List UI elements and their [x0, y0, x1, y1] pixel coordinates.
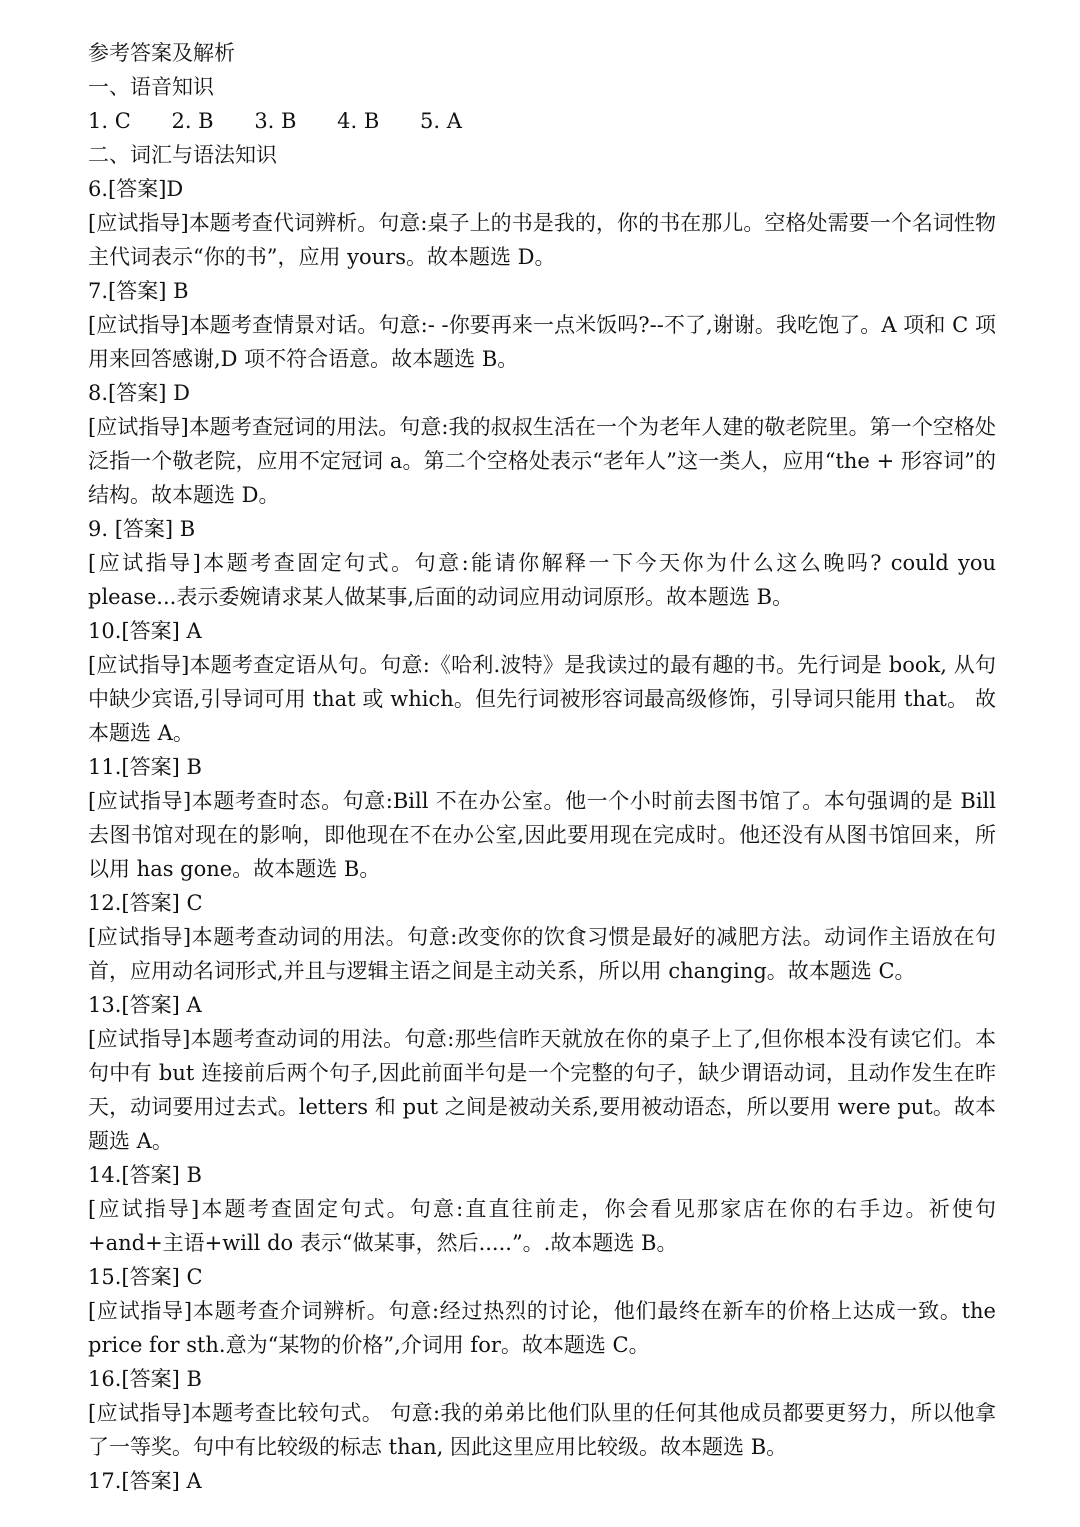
guide-13: [应试指导]本题考查动词的用法。句意:那些信昨天就放在你的桌子上了,但你根本没有读它们。本句中有 but 连接前后两个句子,因此前面半句是一个完整的句子，缺少谓语动词，且动作发生在昨天，动词要用过去式。letters 和 put 之间是被动关系,要用被动语态，所以要用 were put。故本题选 A。 — [88, 1027, 996, 1153]
answer-2: 2. B — [171, 109, 214, 133]
answer-8: 8.[答案] D — [88, 381, 190, 405]
guide-15: [应试指导]本题考查介词辨析。句意:经过热烈的讨论，他们最终在新车的价格上达成一致。the price for sth.意为“某物的价格”,介词用 for。故本题选 C。 — [88, 1299, 996, 1357]
answer-15: 15.[答案] C — [88, 1265, 203, 1289]
answer-16: 16.[答案] B — [88, 1367, 202, 1391]
guide-10: [应试指导]本题考查定语从句。句意:《哈利.波特》是我读过的最有趣的书。先行词是 book, 从句中缺少宾语,引导词可用 that 或 which。但先行词被形容词最高级修饰，引导词只能用 that。 故本题选 A。 — [88, 653, 996, 745]
section-heading-vocabulary-grammar: 二、词汇与语法知识 — [88, 143, 277, 167]
answer-12: 12.[答案] C — [88, 891, 203, 915]
guide-6: [应试指导]本题考查代词辨析。句意:桌子上的书是我的，你的书在那儿。空格处需要一个名词性物主代词表示“你的书”，应用 yours。故本题选 D。 — [88, 211, 996, 269]
answer-11: 11.[答案] B — [88, 755, 202, 779]
guide-12: [应试指导]本题考查动词的用法。句意:改变你的饮食习惯是最好的减肥方法。动词作主语放在句首，应用动名词形式,并且与逻辑主语之间是主动关系，所以用 changing。故本题选 C。 — [88, 925, 996, 983]
guide-16: [应试指导]本题考查比较句式。 句意:我的弟弟比他们队里的任何其他成员都要更努力，所以他拿了一等奖。句中有比较级的标志 than, 因此这里应用比较级。故本题选 B。 — [88, 1401, 996, 1459]
guide-8: [应试指导]本题考查冠词的用法。句意:我的叔叔生活在一个为老年人建的敬老院里。第一个空格处泛指一个敬老院，应用不定冠词 a。第二个空格处表示“老年人”这一类人，应用“the + 形容词”的结构。故本题选 D。 — [88, 415, 996, 507]
page-title: 参考答案及解析 — [88, 41, 235, 65]
answer-14: 14.[答案] B — [88, 1163, 202, 1187]
answer-10: 10.[答案] A — [88, 619, 202, 643]
guide-14: [应试指导]本题考查固定句式。句意:直直往前走，你会看见那家店在你的右手边。祈使句+and+主语+will do 表示“做某事，然后.....”。.故本题选 B。 — [88, 1197, 996, 1255]
section-heading-phonetics: 一、语音知识 — [88, 75, 214, 99]
guide-7: [应试指导]本题考查情景对话。句意:- -你要再来一点米饭吗?--不了,谢谢。我吃饱了。A 项和 C 项用来回答感谢,D 项不符合语意。故本题选 B。 — [88, 313, 996, 371]
phonetics-answers — [88, 104, 996, 138]
answer-7: 7.[答案] B — [88, 279, 189, 303]
answer-4: 4. B — [337, 109, 380, 133]
answer-1: 1. C — [88, 109, 131, 133]
answer-key-document — [88, 36, 996, 1498]
answer-9: 9. [答案] B — [88, 517, 196, 541]
answer-6: 6.[答案]D — [88, 177, 184, 201]
answer-17: 17.[答案] A — [88, 1469, 202, 1493]
guide-9: [应试指导]本题考查固定句式。句意:能请你解释一下今天你为什么这么晚吗? could you please...表示委婉请求某人做某事,后面的动词应用动词原形。故本题选 B。 — [88, 551, 996, 609]
answer-13: 13.[答案] A — [88, 993, 202, 1017]
answer-3: 3. B — [254, 109, 297, 133]
answer-5: 5. A — [420, 109, 462, 133]
guide-11: [应试指导]本题考查时态。句意:Bill 不在办公室。他一个小时前去图书馆了。本句强调的是 Bill 去图书馆对现在的影响，即他现在不在办公室,因此要用现在完成时。他还没有从图书馆回来，所以用 has gone。故本题选 B。 — [88, 789, 996, 881]
